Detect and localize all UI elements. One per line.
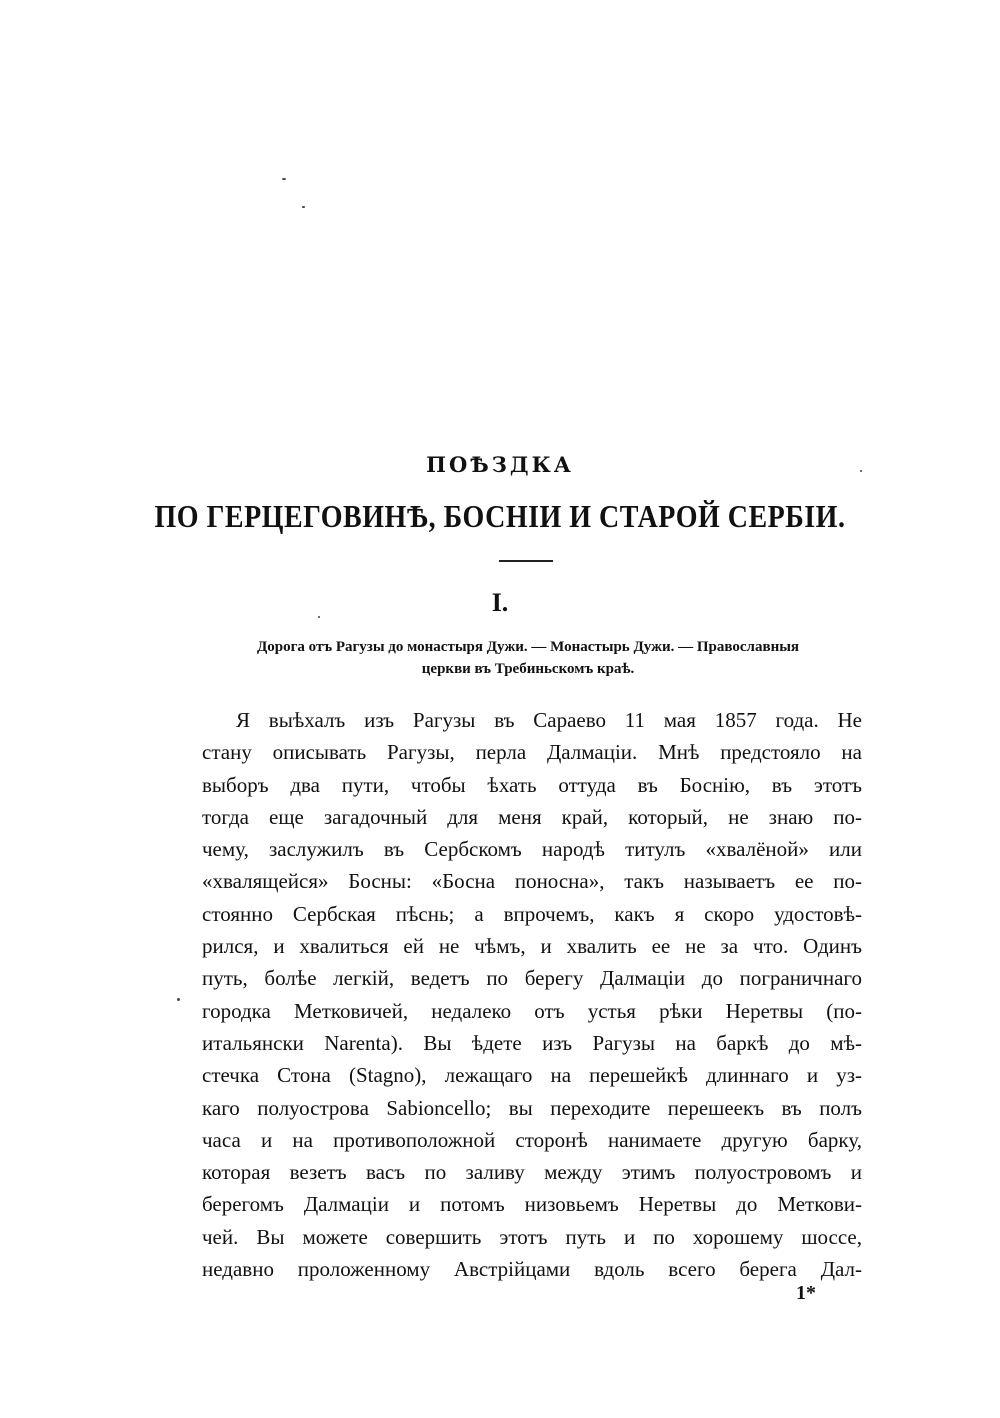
signature-mark: 1* xyxy=(796,1282,816,1304)
text-line: городка Метковичей, недалеко отъ устья рѣки Неретвы (по- xyxy=(202,998,862,1023)
print-speck xyxy=(282,178,286,180)
text-line: каго полуострова Sabioncello; вы переходите перешеекъ въ полъ xyxy=(202,1095,862,1120)
summary-line: Дорога отъ Рагузы до монастыря Дужи. — Монастырь Дужи. — Православныя xyxy=(256,639,800,655)
print-speck xyxy=(302,206,305,208)
text-line: выборъ два пути, чтобы ѣхать оттуда въ Боснію, въ этотъ xyxy=(202,772,862,797)
text-line: стоянно Сербская пѣснь; а впрочемъ, какъ я скоро удостовѣ- xyxy=(202,901,862,926)
chapter-summary xyxy=(188,636,868,680)
section-number: I. xyxy=(491,588,509,617)
summary-line: церкви въ Требиньскомъ краѣ. xyxy=(421,661,635,677)
text-line: чему, заслужилъ въ Сербскомъ народѣ титулъ «хвалёной» или xyxy=(202,837,862,862)
body-paragraph xyxy=(202,704,862,1285)
title-line-2: ПО ГЕРЦЕГОВИНѢ, БОСНІИ И СТАРОЙ СЕРБІИ. xyxy=(154,499,846,536)
text-line: недавно проложенному Австрійцами вдоль всего берега Дал- xyxy=(202,1257,862,1282)
text-line: стечка Стона (Stagno), лежащаго на перешейкѣ длиннаго и уз- xyxy=(202,1063,862,1088)
print-speck xyxy=(177,998,180,1001)
text-line: тогда еще загадочный для меня край, который, не знаю по- xyxy=(202,804,862,829)
text-line: «хвалящейся» Босны: «Босна поносна», такъ называетъ ее по- xyxy=(202,869,862,894)
text-line: Я выѣхалъ изъ Рагузы въ Сараево 11 мая 1857 года. Не xyxy=(236,708,862,732)
text-line: рился, и хвалиться ей не чѣмъ, и хвалить ее не за что. Одинъ xyxy=(202,934,862,959)
text-line: берегомъ Далмаціи и потомъ низовьемъ Неретвы до Меткови- xyxy=(202,1192,862,1217)
text-line: путь, болѣе легкій, ведетъ по берегу Далмаціи до пограничнаго xyxy=(202,966,862,991)
text-line: часа и на противоположной сторонѣ нанимаете другую барку, xyxy=(202,1127,862,1152)
text-line: которая везетъ васъ по заливу между этимъ полуостровомъ и xyxy=(202,1160,862,1185)
text-line: итальянски Narenta). Вы ѣдете изъ Рагузы на баркѣ до мѣ- xyxy=(202,1030,862,1055)
text-line: чей. Вы можете совершить этотъ путь и по хорошему шоссе, xyxy=(202,1224,862,1249)
title-line-1: ПОѢЗДКА xyxy=(426,452,574,477)
title-divider xyxy=(499,560,553,562)
text-line: стану описывать Рагузы, перла Далмаціи. Мнѣ предстояло на xyxy=(202,740,862,765)
